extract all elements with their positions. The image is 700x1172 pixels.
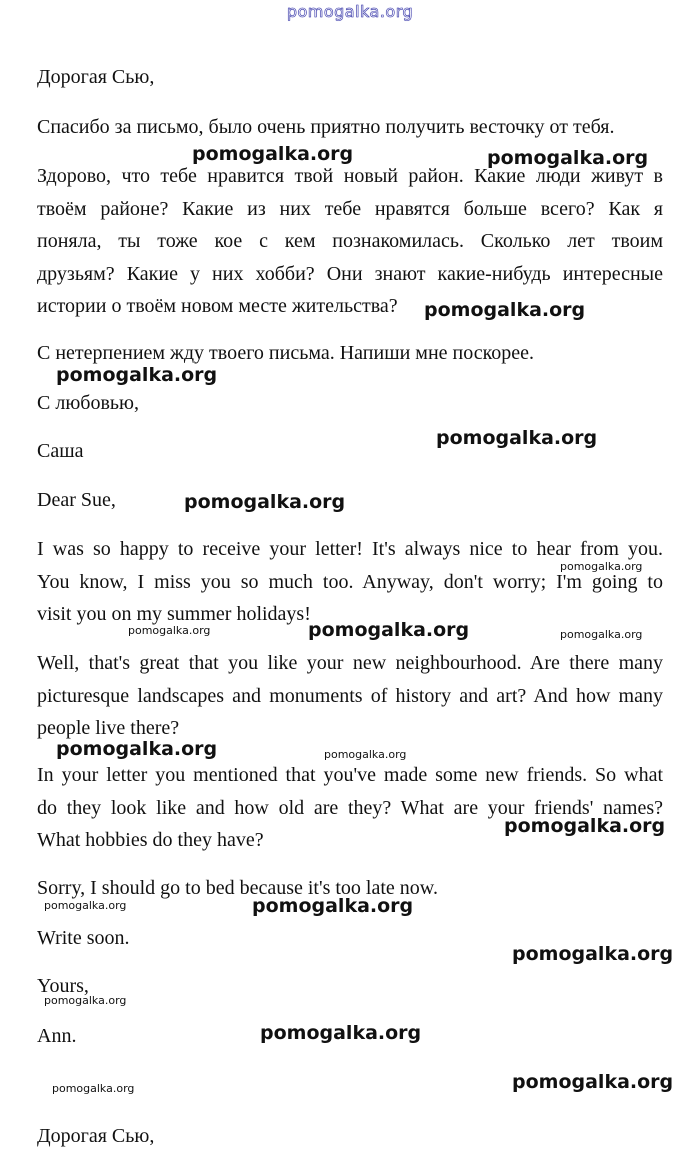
watermark: pomogalka.org xyxy=(512,1071,674,1093)
en-p2-line: Well, that's great that you like your new neighbourhood. Are there many xyxy=(37,652,663,674)
en-paragraph-5: Write soon. xyxy=(37,927,130,949)
watermark: pomogalka.org xyxy=(424,299,586,321)
ru-p2-line: Здорово, что тебе нравится твой новый район. Какие люди живут в xyxy=(37,165,663,187)
watermark: pomogalka.org xyxy=(184,491,346,513)
ru-p2-line: друзьям? Какие у них хобби? Они знают какие-нибудь интересные xyxy=(37,262,663,285)
watermark: pomogalka.org xyxy=(252,895,414,917)
ru-p2-line: истории о твоём новом месте жительства? xyxy=(37,295,398,317)
watermark: pomogalka.org xyxy=(56,364,218,386)
watermark: pomogalka.org xyxy=(560,560,643,573)
ru-signature: Саша xyxy=(37,440,84,462)
watermark: pomogalka.org xyxy=(324,748,407,761)
watermark: pomogalka.org xyxy=(504,815,666,837)
ru-closing: С любовью, xyxy=(37,392,139,414)
watermark: pomogalka.org xyxy=(128,624,211,637)
en-p1-line: You know, I miss you so much too. Anyway, don't worry; I'm going to xyxy=(37,570,663,593)
en-p3-line: In your letter you mentioned that you've made some new friends. So what xyxy=(37,764,663,786)
watermark: pomogalka.org xyxy=(560,628,643,641)
en-p3-line: What hobbies do they have? xyxy=(37,829,264,851)
watermark: pomogalka.org xyxy=(56,738,218,760)
en-paragraph-3 xyxy=(37,759,666,857)
ru-greeting-2: Дорогая Сью, xyxy=(37,1125,155,1147)
watermark: pomogalka.org xyxy=(44,899,127,912)
en-paragraph-4: Sorry, I should go to bed because it's too late now. xyxy=(37,877,438,899)
en-p3-line: do they look like and how old are they? What are your friends' names? xyxy=(37,796,663,819)
watermark: pomogalka.org xyxy=(44,994,127,1007)
ru-greeting: Дорогая Сью, xyxy=(37,66,155,88)
ru-p2-line: поняла, ты тоже кое с кем познакомилась. Сколько лет твоим xyxy=(37,230,663,252)
watermark: pomogalka.org xyxy=(260,1022,422,1044)
watermark: pomogalka.org xyxy=(308,619,470,641)
ru-paragraph-3: С нетерпением жду твоего письма. Напиши мне поскорее. xyxy=(37,342,535,364)
en-greeting: Dear Sue, xyxy=(37,489,116,511)
ru-paragraph-1: Спасибо за письмо, было очень приятно получить весточку от тебя. xyxy=(37,116,615,138)
en-paragraph-1 xyxy=(37,533,663,631)
watermark: pomogalka.org xyxy=(512,943,674,965)
watermark: pomogalka.org xyxy=(52,1082,135,1095)
en-closing: Yours, xyxy=(37,975,89,997)
en-p2-line: picturesque landscapes and monuments of history and art? And how many xyxy=(37,684,663,707)
en-p1-line: I was so happy to receive your letter! It's always nice to hear from you. xyxy=(37,538,663,560)
site-header-logo[interactable]: pomogalka.org xyxy=(286,2,414,21)
en-signature: Ann. xyxy=(37,1025,77,1047)
watermark: pomogalka.org xyxy=(436,427,598,449)
en-p2-line: people live there? xyxy=(37,717,180,739)
ru-p2-line: твоём районе? Какие из них тебе нравятся больше всего? Как я xyxy=(37,197,663,220)
watermark: pomogalka.org xyxy=(192,143,354,165)
en-p1-line: visit you on my summer holidays! xyxy=(37,603,311,625)
watermark: pomogalka.org xyxy=(487,147,649,169)
en-paragraph-2 xyxy=(37,647,663,745)
